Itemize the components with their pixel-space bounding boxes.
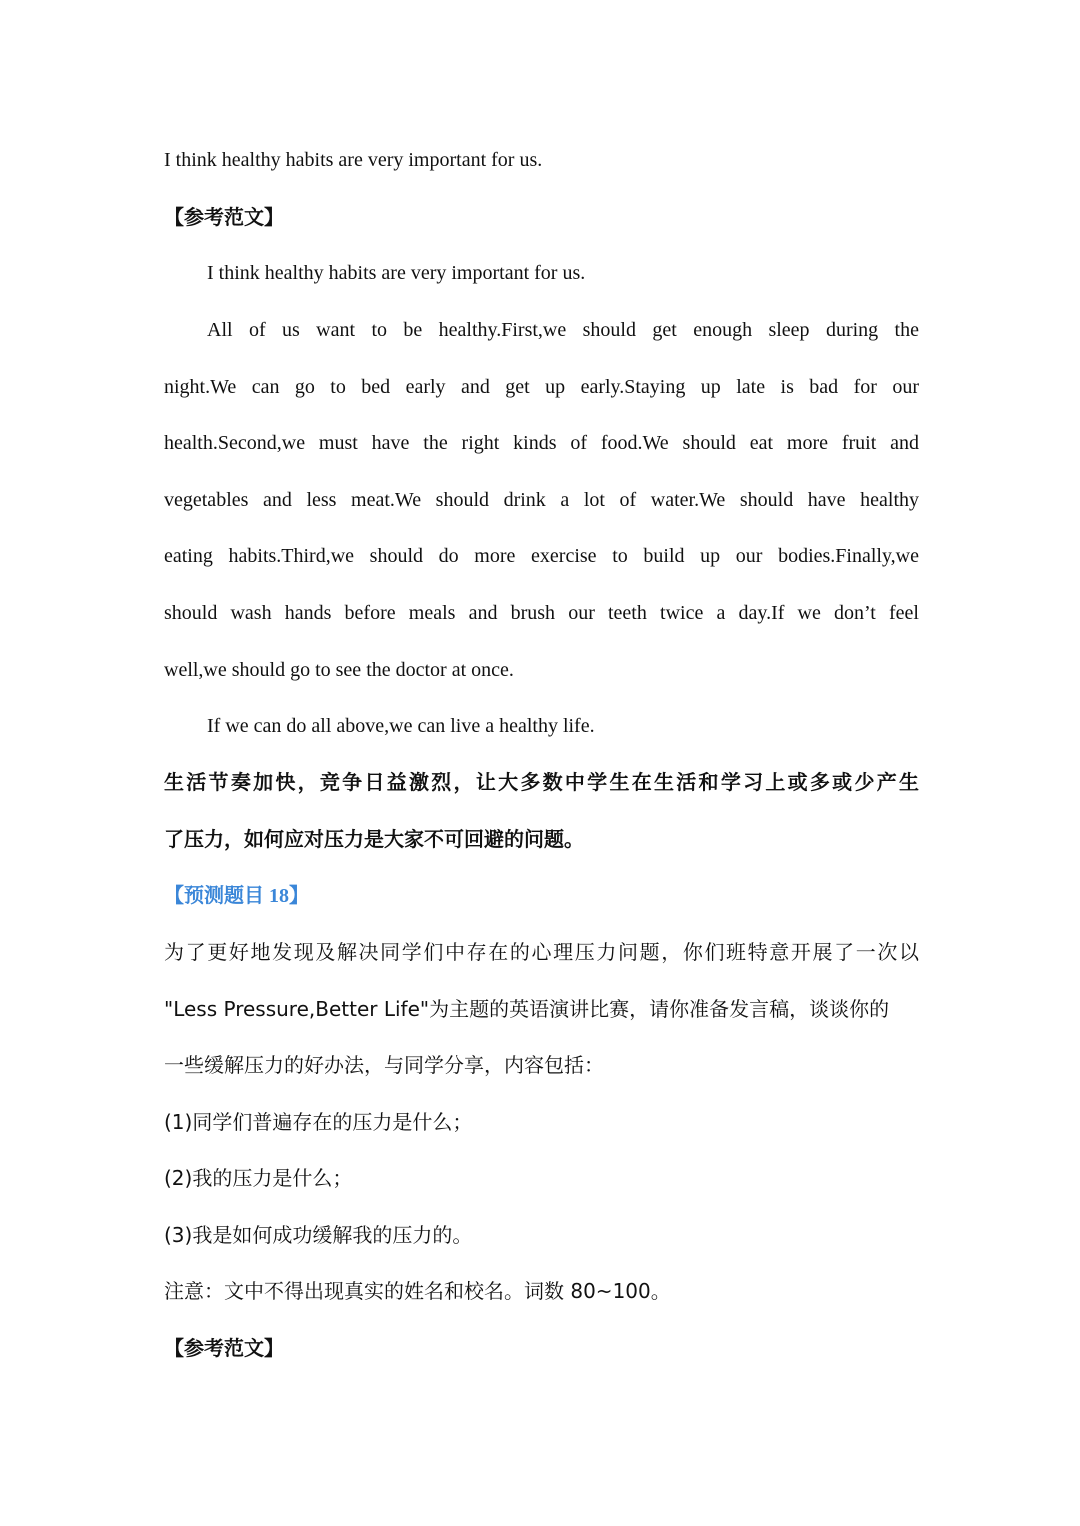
topic-heading-number: 18 xyxy=(264,885,289,907)
essay-paragraph-2-line: should wash hands before meals and brush our teeth twice a day.If we don’t feel xyxy=(164,602,919,624)
reference-heading: 【参考范文】 xyxy=(164,1336,284,1360)
intro-text-line: 了压力，如何应对压力是大家不可回避的问题。 xyxy=(164,827,584,851)
task-item-1: (1)同学们普遍存在的压力是什么； xyxy=(164,1110,473,1134)
essay-paragraph-2-line: health.Second,we must have the right kinds of food.We should eat more fruit and xyxy=(164,432,919,454)
essay-paragraph-2-line: vegetables and less meat.We should drink a lot of water.We should have healthy xyxy=(164,489,919,511)
task-item-2: (2)我的压力是什么； xyxy=(164,1166,353,1190)
essay-paragraph-2-line: well,we should go to see the doctor at once. xyxy=(164,659,514,681)
task-description-line: 一些缓解压力的好办法，与同学分享，内容包括： xyxy=(164,1053,604,1077)
essay-paragraph-1: I think healthy habits are very important for us. xyxy=(207,262,586,284)
reference-heading: 【参考范文】 xyxy=(164,205,284,229)
intro-text-line: 生活节奏加快，竞争日益激烈，让大多数中学生在生活和学习上或多或少产生 xyxy=(164,770,919,794)
essay-paragraph-3: If we can do all above,we can live a healthy life. xyxy=(207,715,595,737)
essay-paragraph-2-line: night.We can go to bed early and get up early.Staying up late is bad for our xyxy=(164,376,919,398)
task-description-line: 为了更好地发现及解决同学们中存在的心理压力问题，你们班特意开展了一次以 xyxy=(164,940,919,964)
task-item-3: (3)我是如何成功缓解我的压力的。 xyxy=(164,1223,473,1247)
topic-heading xyxy=(164,880,919,911)
task-note: 注意：文中不得出现真实的姓名和校名。词数 80~100。 xyxy=(164,1279,671,1303)
essay-paragraph-2-line: All of us want to be healthy.First,we should get enough sleep during the xyxy=(207,319,919,341)
prompt-line: I think healthy habits are very important for us. xyxy=(164,149,543,171)
topic-heading-prefix: 【预测题目 xyxy=(164,883,264,907)
topic-heading-suffix: 】 xyxy=(289,883,309,907)
essay-paragraph-2-line: eating habits.Third,we should do more exercise to build up our bodies.Finally,we xyxy=(164,545,919,567)
task-description-line: "Less Pressure,Better Life"为主题的英语演讲比赛，请你准备发言稿，谈谈你的 xyxy=(164,997,890,1021)
